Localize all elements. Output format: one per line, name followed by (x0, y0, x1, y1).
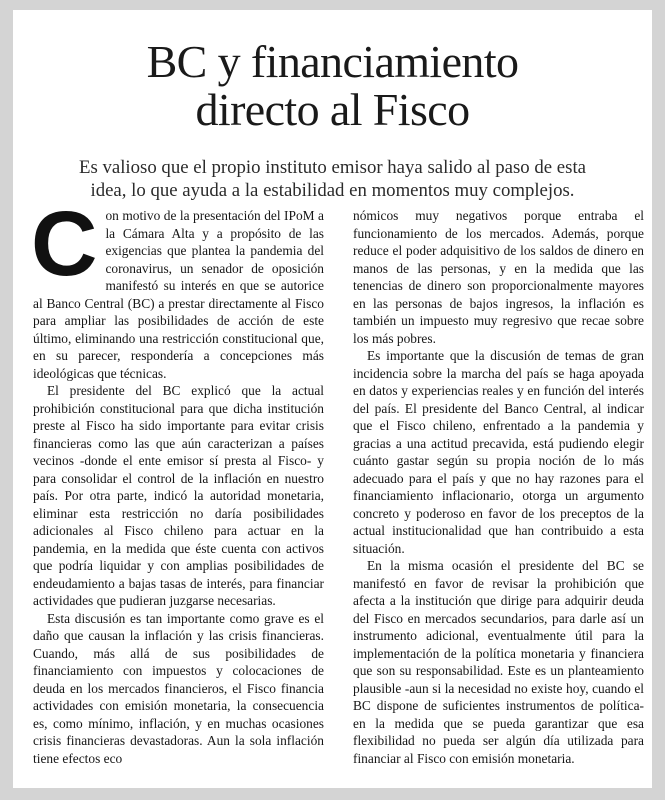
deck (46, 156, 619, 202)
paragraph: En la misma ocasión el presidente del BC se manifestó en favor de revisar la prohibición que afecta a la institución que dirige para adquirir deuda del Fisco en mercados secundarios, para darle así un instrumento adicional, eventualmente útil para la implementación de la política monetaria y financiera que son su responsabilidad. Este es un planteamiento plausible -aun si la necesidad no existe hoy, cuando el BC dispone de suficientes instrumentos de política- en la medida que se pueda garantizar que esa flexibilidad no pueda ser algún día utilizada para financiar al Fisco con emisión monetaria. (353, 558, 644, 766)
headline-line-2: directo al Fisco (195, 84, 470, 135)
headline-line-1: BC y financiamiento (146, 36, 519, 87)
article-body (31, 193, 644, 767)
paragraph: Es importante que la discusión de temas de gran incidencia sobre la marcha del país se haga apoyada en datos y experiencias reales y en función del interés del país. El presidente del Banco Central, al indicar que el Fisco chileno, enfrentado a la pandemia y gracias a una actitud precavida, está pudiendo elegir cuánto gastar según su propia noción de lo más adecuado para el país y que no hay razones para el financiamiento inflacionario, otorga un argumento concreto y poderoso en favor de los preceptos de la actual institucionalidad que han contribuido a esta situación. (353, 348, 644, 556)
column-right (353, 207, 644, 767)
paragraph-text: on motivo de la presentación del IPoM a la Cámara Alta y a propósito de las exigencias que plantea la pandemia del coronavirus, un senador de oposición manifestó su interés en que se autorice al Banco Central (BC) a prestar directamente al Fisco para ampliar las posibilidades de acción de este último, eliminando una restricción constitucional que, en su parecer, respondería a concepciones más ideológicas que técnicas. (33, 208, 324, 381)
deck-line-2: idea, lo que ayuda a la estabilidad en momentos muy complejos. (90, 180, 575, 201)
headline (46, 38, 619, 134)
paragraph (31, 193, 324, 382)
paragraph: Esta discusión es tan importante como grave es el daño que causan la inflación y las crisis financieras. Cuando, más allá de sus posibilidades de financiamiento con impuestos y colocaciones de deuda en los mercados financieros, el Fisco financia actividades con emisión monetaria, la consecuencia es, como mínimo, inflación, y en muchas ocasiones crisis financieras devastadoras. Aun la sola inflación tiene efectos eco (33, 610, 324, 766)
paragraph: El presidente del BC explicó que la actual prohibición constitucional para que dicha institución preste al Fisco ha sido importante para evitar crisis financieras como las que aún caracterizan a países vecinos -donde el ente emisor sí presta al Fisco- y para consolidar el control de la inflación en nuestro país. Por otra parte, indicó la autoridad monetaria, eliminar esta restricción no daría posibilidades adicionales al Fisco chileno para actuar en la pandemia, en la medida que éste cuenta con activos que podría liquidar y con amplias posibilidades de endeudamiento a bajas tasas de interés, para financiar actividades que pudieran juzgarse necesarias. (33, 383, 324, 608)
drop-cap: C (31, 193, 98, 295)
column-left (31, 193, 324, 767)
paragraph: nómicos muy negativos porque entraba el funcionamiento de los mercados. Además, porque reduce el poder adquisitivo de los saldos de dinero en manos de las personas, y en la medida que las tenencias de dinero son proporcionalmente mayores en las personas de bajos ingresos, la inflación es también un impuesto muy regresivo que recae sobre los más pobres. (353, 208, 644, 346)
deck-line-1: Es valioso que el propio instituto emisor haya salido al paso de esta (79, 157, 586, 178)
